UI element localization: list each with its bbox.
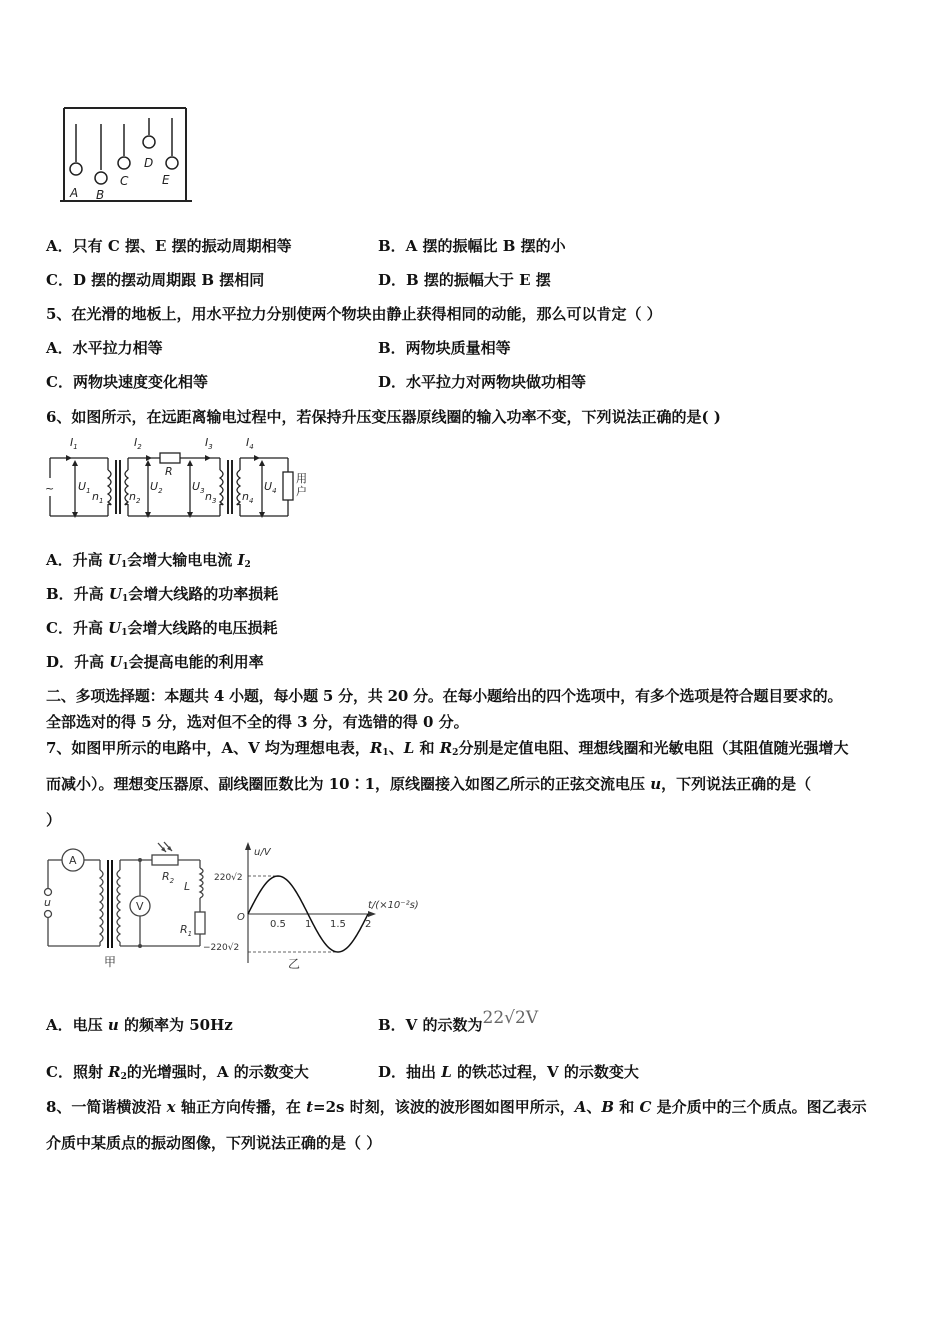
q5-option-b: B．两物块质量相等	[378, 339, 511, 357]
q7-voltage-chart	[200, 838, 440, 973]
pendulum-d-bob	[143, 136, 155, 148]
label-n3: n	[205, 490, 212, 503]
coil-n1	[108, 470, 111, 505]
q7-b-value: 22√2V	[482, 1008, 539, 1028]
q7-option-d: D．抽出 L 的铁芯过程，V 的示数变大	[378, 1063, 639, 1081]
q8-stem-line1: 8、一简谐横波沿 x 轴正方向传播，在 t=2s 时刻，该波的波形图如图甲所示，A、B 和 C 是介质中的三个质点。图乙表示	[46, 1098, 867, 1116]
label-user-1: 用	[296, 472, 307, 485]
label-user-2: 户	[296, 485, 307, 498]
x-tick-label: 1.5	[330, 919, 346, 930]
pendulum-label-b: B	[96, 188, 105, 202]
svg-text:n3: $n_3$	[205, 490, 217, 505]
q4-option-d: D．B 摆的振幅大于 E 摆	[378, 271, 551, 289]
pendulum-a-bob	[70, 163, 82, 175]
ac-source-symbol: ~	[45, 482, 55, 495]
q6-option-b: B．升高 $U_1$会增大线路的功率损耗	[46, 585, 279, 604]
secondary-coil	[117, 870, 120, 942]
label-u3: U	[192, 480, 201, 493]
svg-text:U1: $U_1$	[78, 480, 91, 495]
svg-text:I4: $I_4$	[246, 436, 254, 451]
voltmeter-label: V	[136, 900, 144, 913]
transmission-circuit-figure	[40, 430, 320, 522]
x-tick-label: 2	[365, 919, 372, 930]
svg-text:I3: $I_3$	[205, 436, 213, 451]
inductor-label: L	[184, 880, 191, 893]
q6-option-a: A．升高 $U_1$会增大输电电流 $I_2$	[46, 551, 251, 570]
q7-stem-line1: 7、如图甲所示的电路中，A、V 均为理想电表，$R_1$、L 和 $R_2$分别是定值电阻、理想线圈和光敏电阻（其阻值随光强增大	[46, 739, 849, 758]
svg-text:U2: $U_2$	[150, 480, 163, 495]
origin-label: O	[237, 912, 245, 923]
coil-n4	[237, 470, 240, 505]
coil-n3	[220, 470, 223, 505]
label-n2: n	[129, 490, 136, 503]
q4-option-b: B．A 摆的振幅比 B 摆的小	[378, 237, 566, 255]
pendulum-label-d: D	[144, 156, 154, 170]
q4-option-a: A．只有 C 摆、E 摆的振动周期相等	[46, 237, 292, 255]
section2-heading-line1: 二、多项选择题：本题共 4 小题，每小题 5 分，共 20 分。在每小题给出的四个选项中，有多个选项是符合题目要求的。	[46, 687, 843, 705]
y-max-label: 220√2	[214, 873, 243, 883]
x-axis-label: t/(×10⁻²s)	[368, 900, 419, 911]
pendulum-e-bob	[166, 157, 178, 169]
user-load	[283, 472, 293, 500]
label-n1: n	[92, 490, 99, 503]
q5-option-a: A．水平拉力相等	[46, 339, 163, 357]
q5-stem: 5、在光滑的地板上，用水平拉力分别使两个物块由静止获得相同的动能，那么可以肯定（ ）	[46, 305, 662, 323]
r1-label: R	[180, 923, 188, 936]
x-tick-label: 1	[305, 919, 312, 930]
q7-stem-line3: ）	[46, 811, 62, 829]
pendulum-c-bob	[118, 157, 130, 169]
q7-stem-line2: 而减小）。理想变压器原、副线圈匝数比为 10∶1，原线圈接入如图乙所示的正弦交流电压 u，下列说法正确的是（	[46, 775, 812, 793]
q8-stem-line2: 介质中某质点的振动图像，下列说法正确的是（ ）	[46, 1134, 382, 1152]
pendulum-label-e: E	[162, 173, 170, 187]
primary-coil	[100, 870, 103, 942]
x-tick-label: 0.5	[270, 919, 286, 930]
y-min-label: −220√2	[203, 943, 240, 953]
line-resistor-r	[160, 453, 180, 463]
q7-option-a: A．电压 u 的频率为 50Hz	[46, 1016, 233, 1034]
pendulum-b-bob	[95, 172, 107, 184]
caption-jia: 甲	[104, 955, 117, 969]
label-i3: I	[205, 436, 209, 449]
q4-option-c: C．D 摆的摆动周期跟 B 摆相同	[46, 271, 265, 289]
svg-text:n1: $n_1$	[92, 490, 104, 505]
coil-n2	[125, 470, 128, 505]
svg-text:I2: $I_2$	[134, 436, 142, 451]
photoresistor-r2	[152, 855, 178, 865]
label-n4: n	[242, 490, 249, 503]
q6-stem: 6、如图所示，在远距离输电过程中，若保持升压变压器原线圈的输入功率不变，下列说法正确的是( )	[46, 408, 721, 426]
svg-text:R1: $R_1$	[180, 923, 193, 938]
label-u1: U	[78, 480, 87, 493]
y-axis-label: u/V	[254, 847, 271, 858]
label-i4: I	[246, 436, 250, 449]
ammeter-label: A	[69, 854, 77, 867]
label-u4: U	[264, 480, 273, 493]
label-u2: U	[150, 480, 159, 493]
pendulum-figure	[56, 100, 206, 210]
svg-text:n4: $n_4$	[242, 490, 254, 505]
label-i1: I	[70, 436, 74, 449]
svg-text:U4: $U_4$	[264, 480, 277, 495]
label-r: R	[165, 465, 173, 478]
q7-circuit-jia	[40, 840, 220, 970]
q7-option-b: B．V 的示数为22√2V	[378, 1008, 539, 1034]
svg-text:I1: $I_1$	[70, 436, 78, 451]
svg-text:U3: $U_3$	[192, 480, 205, 495]
q5-option-c: C．两物块速度变化相等	[46, 373, 208, 391]
pendulum-label-c: C	[120, 174, 129, 188]
svg-text:n2: $n_2$	[129, 490, 141, 505]
label-i2: I	[134, 436, 138, 449]
q6-option-d: D．升高 $U_1$会提高电能的利用率	[46, 653, 264, 672]
q7-option-c: C．照射 $R_2$的光增强时，A 的示数变大	[46, 1063, 309, 1082]
section2-heading-line2: 全部选对的得 5 分，选对但不全的得 3 分，有选错的得 0 分。	[46, 713, 469, 731]
pendulum-label-a: A	[70, 186, 79, 200]
q6-option-c: C．升高 $U_1$会增大线路的电压损耗	[46, 619, 278, 638]
r2-label: R	[162, 870, 170, 883]
caption-yi: 乙	[288, 957, 301, 971]
terminal-u-label: u	[44, 896, 51, 909]
q5-option-d: D．水平拉力对两物块做功相等	[378, 373, 587, 391]
svg-text:R2: $R_2$	[162, 870, 175, 885]
